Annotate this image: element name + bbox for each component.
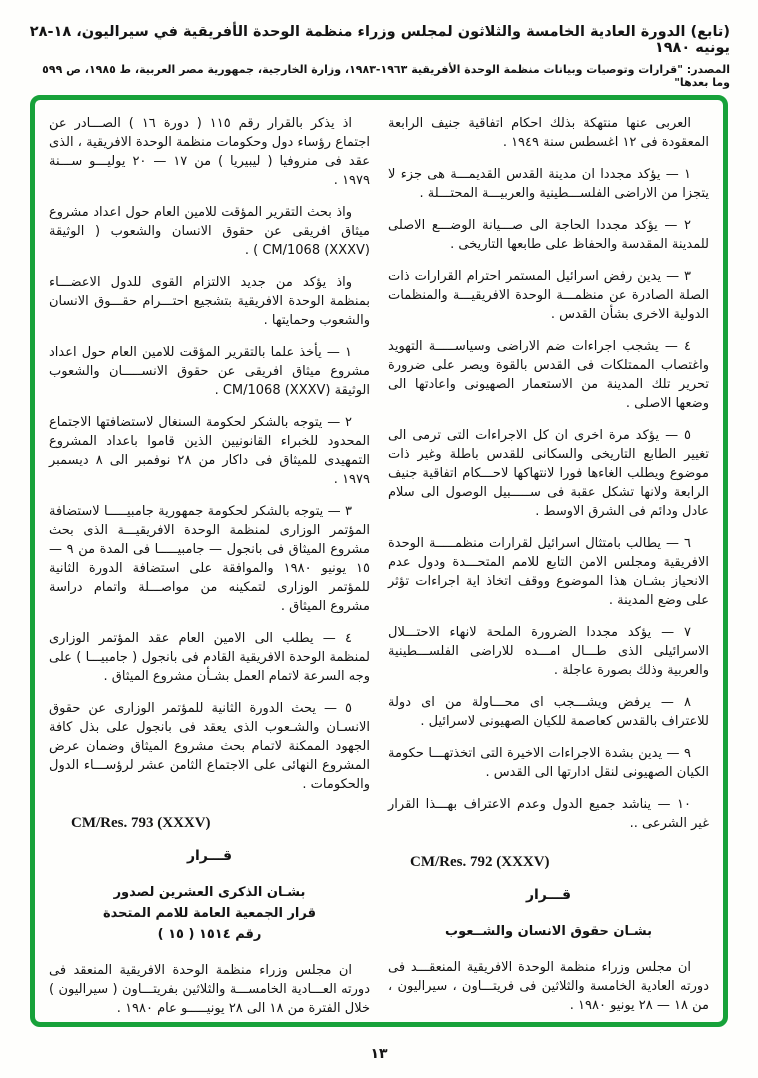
left-column [49, 114, 371, 1016]
paragraph: اذ يذكر بالقرار رقم ١١٥ ( دورة ١٦ ) الصـــادر عن اجتماع رؤساء دول وحكومات منظمة الوحدة الافريقية ، الذى عقد فى منروفيا ( ليبيريا ) من ١٧ — ٢٠ يوليـــو ســـنة ١٩٧٩ . [49, 116, 370, 188]
paragraph: ٥ — يحث الدورة الثانية للمؤتمر الوزارى عن حقوق الانسـان والشـعوب الذى يعقد فى بانجول على بذل كافة الجهود الممكنة لاتمام بحث مشروع الميثاق وضمان عرض المشروع النهائى على الاجتماع الثامن عشر لرؤســـاء الدول والحكومات . [49, 701, 370, 792]
decision-heading: قـــرار [186, 848, 233, 864]
header-source-note: المصدر: "قرارات وتوصيات وبيانات منظمة الوحدة الأفريقية ١٩٦٣-١٩٨٣، وزارة الخارجية، جمهورية مصر العربية، ط ١٩٨٥، ص ٥٩٩ وما بعدها" [42, 63, 730, 89]
paragraph: ٢ — يؤكد مجددا الحاجة الى صـــيانة الوضـــع الاصلى للمدينة المقدسة والحفاظ على طابعها التاريخى . [388, 218, 709, 252]
page-header [28, 24, 730, 89]
resolution-subject: بشـان حقوق الانسان والشــعوب [445, 924, 652, 939]
paragraph: ٦ — يطالب بامتثال اسرائيل لقرارات منظمـــــة الوحدة الافريقية ومجلس الامن التابع للامم المتحـــدة ودول عدم الانحياز بشـان هذا الموضوع ووقف اتخاذ اية اجراءات تؤثر على وضع المدينة . [388, 536, 709, 608]
resolution-subject [49, 882, 370, 945]
paragraph: ٤ — يطلب الى الامين العام عقد المؤتمر الوزارى لمنظمة الوحدة الافريقية القادم فى بانجول ( جامبيـــا ) على وجه السرعة لاتمام العمل بشـأن مشروع الميثاق . [49, 631, 370, 684]
subject-line: رقم ١٥١٤ ( ١٥ ) [157, 927, 262, 942]
paragraph: ١ — يأخذ علما بالتقرير المؤقت للامين العام حول اعداد مشروع ميثاق افريقى عن حقوق الانســـــان والشعوب الوثيقة CM/1068 (XXXV) . [49, 345, 370, 398]
page-number: ١٣ [370, 1046, 388, 1062]
paragraph: واذ يؤكد من جديد الالتزام القوى للدول الاعضـــاء بمنظمة الوحدة الافريقية بتشجيع احتـــرام حقـــوق الانسان والشعوب وحمايتها . [49, 275, 370, 328]
closing-paragraph: ان مجلس وزراء منظمة الوحدة الافريقية المنعقـــد فى دورته العادية الخامسة والثلاثين فى فريتـــاون ، سيراليون ، من ١٨ — ٢٨ يونيو ١٩٨٠ . [388, 960, 709, 1013]
closing-paragraph: ان مجلس وزراء منظمة الوحدة الافريقية المنعقد فى دورته العـــادية الخامســـة والثلاثين بفريتـــاون ( سيراليون ) خلال الفترة من ١٨ الى ٢٨ يونيـــــو عام ١٩٨٠ . [49, 963, 370, 1016]
paragraph: العربى عنها منتهكة بذلك احكام اتفاقية جنيف الرابعة المعقودة فى ١٢ اغسطس سنة ١٩٤٩ . [388, 116, 709, 150]
paragraph: ٩ — يدين بشدة الاجراءات الاخيرة التى اتخذتهـــا حكومة الكيان الصهيونى لنقل ادارتها الى القدس . [388, 746, 709, 780]
paragraph: واذ بحث التقرير المؤقت للامين العام حول اعداد مشروع ميثاق افريقى عن حقوق الانسان والشعوب ( الوثيقة CM/1068 (XXXV) ) . [49, 205, 370, 258]
paragraph: ٨ — يرفض ويشـــجب اى محـــاولة من اى دولة للاعتراف بالقدس كعاصمة للكيان الصهيونى لاسرائيل . [388, 695, 709, 729]
two-column-layout [49, 114, 709, 1016]
paragraph: ٥ — يؤكد مرة اخرى ان كل الاجراءات التى ترمى الى تغيير الطابع التاريخى والسكانى للقدس باطلة وغير ذات موضوع ويطلب الغاءها فورا لانتهاكها لاحـــكام اتفاقية جنيف الرابعة ولانها تشكل عقبة فى ســـــبيل الوصول الى سلام عادل ودائم فى الشرق الاوسط . [388, 428, 709, 519]
paragraph: ٣ — يتوجه بالشكر لحكومة جمهورية جامبيـــــا لاستضافة المؤتمر الوزارى لمنظمة الوحدة الافريقيـــة الذى بحث مشروع الميثاق فى بانجول — جامبيـــــا فى المدة من ٩ — ١٥ يونيو ١٩٨٠ والموافقة على استضافة الدورة الثانية للمؤتمر الوزارى لتمكينه من مواصـــلة واتمام دراسة مشروع الميثاق . [49, 504, 370, 614]
paragraph: ١ — يؤكد مجددا ان مدينة القدس القديمـــة هى جزء لا يتجزا من الاراضى الفلســـطينية والعربيـــة المحتـــلة . [388, 167, 709, 201]
paragraph: ٢ — يتوجه بالشكر لحكومة السنغال لاستضافتها الاجتماع المحدود للخبراء القانونيين الذين قاموا باعداد المشروع التمهيدى للميثاق فى داكار من ٢٨ نوفمبر الى ٨ ديسمبر ١٩٧٩ . [49, 415, 371, 487]
subject-line: بشـان الذكرى العشرين لصدور [113, 885, 306, 900]
subject-line: قرار الجمعية العامة للامم المتحدة [103, 906, 316, 921]
header-session-title: (تابع) الدورة العادية الخامسة والثلاثون لمجلس وزراء منظمة الوحدة الأفريقية في سيراليون، ١٨-٢٨ يونيه ١٩٨٠ [29, 24, 730, 56]
paragraph: ٧ — يؤكد مجددا الضرورة الملحة لانهاء الاحتـــلال الاسرائيلى الذى طـــال امـــده للاراضى الفلســـطينية والعربية وذلك بصورة عاجلة . [388, 625, 709, 678]
resolution-reference: CM/Res. 792 (XXXV) [410, 854, 550, 870]
resolution-reference: CM/Res. 793 (XXXV) [71, 815, 211, 831]
green-border-frame [30, 95, 728, 1027]
paragraph: ٤ — يشجب اجراءات ضم الاراضى وسياســـــة التهويد واغتصاب الممتلكات فى القدس بالقوة ويصر على ضرورة تحرير تلك المدينة من الاستعمار الصهيونى واعادتها الى وضعها الاصلى . [388, 339, 709, 411]
paragraph: ١٠ — يناشد جميع الدول وعدم الاعتراف بهـــذا القرار غير الشرعى .. [388, 797, 709, 831]
decision-heading: قـــرار [525, 887, 572, 903]
paragraph: ٣ — يدين رفض اسرائيل المستمر احترام القرارات ذات الصلة الصادرة عن منظمـــة الوحدة الافريقيـــة والمنظمات الدولية الاخرى بشأن القدس . [388, 269, 709, 322]
right-column [388, 114, 709, 1012]
